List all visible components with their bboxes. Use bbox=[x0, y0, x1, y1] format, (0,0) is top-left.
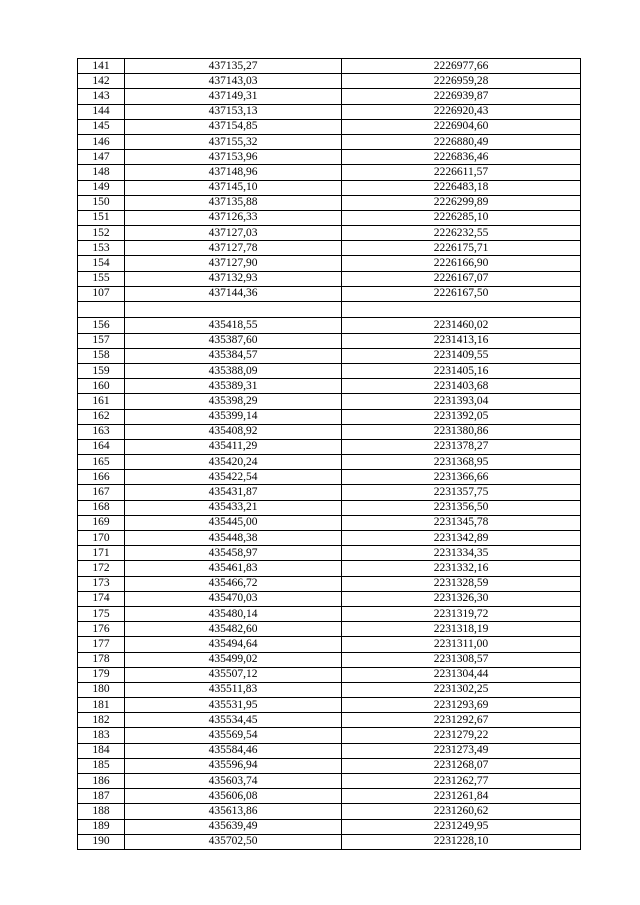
x-coordinate-cell: 437149,31 bbox=[125, 89, 342, 104]
table-row bbox=[78, 119, 581, 134]
table-row bbox=[78, 789, 581, 804]
y-coordinate-cell: 2231302,25 bbox=[342, 682, 581, 697]
x-coordinate-cell: 437144,36 bbox=[125, 286, 342, 301]
x-coordinate-cell: 435387,60 bbox=[125, 333, 342, 348]
point-number-cell: 180 bbox=[78, 682, 125, 697]
x-coordinate-cell: 435399,14 bbox=[125, 409, 342, 424]
x-coordinate-cell: 435511,83 bbox=[125, 682, 342, 697]
table-row bbox=[78, 470, 581, 485]
table-row bbox=[78, 333, 581, 348]
y-coordinate-cell: 2231460,02 bbox=[342, 318, 581, 333]
x-coordinate-cell: 435613,86 bbox=[125, 804, 342, 819]
table-row bbox=[78, 59, 581, 74]
coordinates-table bbox=[77, 58, 581, 850]
point-number-cell: 163 bbox=[78, 424, 125, 439]
y-coordinate-cell: 2231342,89 bbox=[342, 531, 581, 546]
point-number-cell: 168 bbox=[78, 500, 125, 515]
point-number-cell: 179 bbox=[78, 667, 125, 682]
table-row bbox=[78, 713, 581, 728]
point-number-cell: 164 bbox=[78, 439, 125, 454]
point-number-cell: 156 bbox=[78, 318, 125, 333]
y-coordinate-cell: 2231318,19 bbox=[342, 622, 581, 637]
table-row bbox=[78, 256, 581, 271]
y-coordinate-cell: 2226939,87 bbox=[342, 89, 581, 104]
table-row bbox=[78, 758, 581, 773]
y-coordinate-cell: 2226299,89 bbox=[342, 195, 581, 210]
x-coordinate-cell: 435470,03 bbox=[125, 591, 342, 606]
point-number-cell: 149 bbox=[78, 180, 125, 195]
table-row bbox=[78, 134, 581, 149]
x-coordinate-cell: 435702,50 bbox=[125, 834, 342, 849]
x-coordinate-cell: 435531,95 bbox=[125, 698, 342, 713]
y-coordinate-cell: 2231292,67 bbox=[342, 713, 581, 728]
point-number-cell: 145 bbox=[78, 119, 125, 134]
y-coordinate-cell: 2231403,68 bbox=[342, 379, 581, 394]
x-coordinate-cell: 435584,46 bbox=[125, 743, 342, 758]
table-row bbox=[78, 363, 581, 378]
y-coordinate-cell: 2226977,66 bbox=[342, 59, 581, 74]
x-coordinate-cell: 435411,29 bbox=[125, 439, 342, 454]
table-row bbox=[78, 774, 581, 789]
x-coordinate-cell: 435482,60 bbox=[125, 622, 342, 637]
point-number-cell: 174 bbox=[78, 591, 125, 606]
point-number-cell: 165 bbox=[78, 455, 125, 470]
x-coordinate-cell: 435458,97 bbox=[125, 546, 342, 561]
table-row bbox=[78, 576, 581, 591]
y-coordinate-cell: 2231334,35 bbox=[342, 546, 581, 561]
table-row bbox=[78, 89, 581, 104]
table-row bbox=[78, 606, 581, 621]
table-row bbox=[78, 531, 581, 546]
point-number-cell: 167 bbox=[78, 485, 125, 500]
y-coordinate-cell: 2226232,55 bbox=[342, 226, 581, 241]
table-row bbox=[78, 485, 581, 500]
x-coordinate-cell: 437127,78 bbox=[125, 241, 342, 256]
table-row bbox=[78, 241, 581, 256]
x-coordinate-cell: 435398,29 bbox=[125, 394, 342, 409]
y-coordinate-cell: 2226959,28 bbox=[342, 74, 581, 89]
table-row bbox=[78, 804, 581, 819]
y-coordinate-cell: 2231308,57 bbox=[342, 652, 581, 667]
y-coordinate-cell: 2231413,16 bbox=[342, 333, 581, 348]
point-number-cell: 175 bbox=[78, 606, 125, 621]
y-coordinate-cell: 2226836,46 bbox=[342, 150, 581, 165]
table-row bbox=[78, 195, 581, 210]
point-number-cell: 107 bbox=[78, 286, 125, 301]
point-number-cell: 157 bbox=[78, 333, 125, 348]
table-row bbox=[78, 286, 581, 301]
y-coordinate-cell: 2226167,07 bbox=[342, 271, 581, 286]
table-row bbox=[78, 271, 581, 286]
y-coordinate-cell: 2226920,43 bbox=[342, 104, 581, 119]
point-number-cell: 153 bbox=[78, 241, 125, 256]
table-row bbox=[78, 104, 581, 119]
x-coordinate-cell: 437148,96 bbox=[125, 165, 342, 180]
y-coordinate-cell: 2226285,10 bbox=[342, 210, 581, 225]
x-coordinate-cell: 435480,14 bbox=[125, 606, 342, 621]
point-number-cell: 172 bbox=[78, 561, 125, 576]
separator-row bbox=[78, 302, 581, 318]
table-row bbox=[78, 591, 581, 606]
x-coordinate-cell: 435433,21 bbox=[125, 500, 342, 515]
x-coordinate-cell: 437153,13 bbox=[125, 104, 342, 119]
x-coordinate-cell: 435606,08 bbox=[125, 789, 342, 804]
point-number-cell: 170 bbox=[78, 531, 125, 546]
point-number-cell: 150 bbox=[78, 195, 125, 210]
table-row bbox=[78, 439, 581, 454]
x-coordinate-cell: 435388,09 bbox=[125, 363, 342, 378]
point-number-cell: 181 bbox=[78, 698, 125, 713]
x-coordinate-cell: 437153,96 bbox=[125, 150, 342, 165]
x-coordinate-cell: 435466,72 bbox=[125, 576, 342, 591]
point-number-cell: 154 bbox=[78, 256, 125, 271]
table-row bbox=[78, 180, 581, 195]
y-coordinate-cell: 2231380,86 bbox=[342, 424, 581, 439]
point-number-cell: 184 bbox=[78, 743, 125, 758]
y-coordinate-cell: 2231311,00 bbox=[342, 637, 581, 652]
table-row bbox=[78, 455, 581, 470]
point-number-cell: 159 bbox=[78, 363, 125, 378]
table-row bbox=[78, 379, 581, 394]
y-coordinate-cell: 2231262,77 bbox=[342, 774, 581, 789]
x-coordinate-cell: 435603,74 bbox=[125, 774, 342, 789]
point-number-cell: 142 bbox=[78, 74, 125, 89]
table-row bbox=[78, 500, 581, 515]
y-coordinate-cell: 2226611,57 bbox=[342, 165, 581, 180]
y-coordinate-cell: 2226904,60 bbox=[342, 119, 581, 134]
point-number-cell: 141 bbox=[78, 59, 125, 74]
table-row bbox=[78, 150, 581, 165]
x-coordinate-cell: 435431,87 bbox=[125, 485, 342, 500]
point-number-cell: 162 bbox=[78, 409, 125, 424]
x-coordinate-cell: 435461,83 bbox=[125, 561, 342, 576]
x-coordinate-cell: 435507,12 bbox=[125, 667, 342, 682]
table-row bbox=[78, 515, 581, 530]
y-coordinate-cell: 2231393,04 bbox=[342, 394, 581, 409]
x-coordinate-cell: 437154,85 bbox=[125, 119, 342, 134]
table-row bbox=[78, 348, 581, 363]
coordinates-table-body bbox=[78, 59, 581, 850]
x-coordinate-cell: 435389,31 bbox=[125, 379, 342, 394]
x-coordinate-cell: 435418,55 bbox=[125, 318, 342, 333]
x-coordinate-cell: 437127,90 bbox=[125, 256, 342, 271]
point-number-cell: 158 bbox=[78, 348, 125, 363]
table-row bbox=[78, 698, 581, 713]
point-number-cell: 183 bbox=[78, 728, 125, 743]
x-coordinate-cell: 435569,54 bbox=[125, 728, 342, 743]
y-coordinate-cell: 2231405,16 bbox=[342, 363, 581, 378]
y-coordinate-cell: 2231260,62 bbox=[342, 804, 581, 819]
x-coordinate-cell: 437135,88 bbox=[125, 195, 342, 210]
x-coordinate-cell: 437127,03 bbox=[125, 226, 342, 241]
table-row bbox=[78, 622, 581, 637]
x-coordinate-cell: 437126,33 bbox=[125, 210, 342, 225]
y-coordinate-cell: 2231366,66 bbox=[342, 470, 581, 485]
x-coordinate-cell: 435494,64 bbox=[125, 637, 342, 652]
x-coordinate-cell: 435420,24 bbox=[125, 455, 342, 470]
table-row bbox=[78, 667, 581, 682]
point-number-cell: 182 bbox=[78, 713, 125, 728]
x-coordinate-cell: 435534,45 bbox=[125, 713, 342, 728]
table-row bbox=[78, 546, 581, 561]
point-number-cell bbox=[78, 302, 125, 318]
table-row bbox=[78, 210, 581, 225]
point-number-cell: 190 bbox=[78, 834, 125, 849]
x-coordinate-cell: 435445,00 bbox=[125, 515, 342, 530]
point-number-cell: 152 bbox=[78, 226, 125, 241]
point-number-cell: 176 bbox=[78, 622, 125, 637]
point-number-cell: 173 bbox=[78, 576, 125, 591]
point-number-cell: 185 bbox=[78, 758, 125, 773]
y-coordinate-cell: 2231332,16 bbox=[342, 561, 581, 576]
x-coordinate-cell: 435408,92 bbox=[125, 424, 342, 439]
y-coordinate-cell: 2231368,95 bbox=[342, 455, 581, 470]
point-number-cell: 188 bbox=[78, 804, 125, 819]
point-number-cell: 160 bbox=[78, 379, 125, 394]
table-row bbox=[78, 318, 581, 333]
table-row bbox=[78, 424, 581, 439]
table-row bbox=[78, 394, 581, 409]
y-coordinate-cell: 2231319,72 bbox=[342, 606, 581, 621]
point-number-cell: 171 bbox=[78, 546, 125, 561]
y-coordinate-cell: 2231273,49 bbox=[342, 743, 581, 758]
y-coordinate-cell: 2231328,59 bbox=[342, 576, 581, 591]
y-coordinate-cell: 2231249,95 bbox=[342, 819, 581, 834]
x-coordinate-cell: 437155,32 bbox=[125, 134, 342, 149]
point-number-cell: 187 bbox=[78, 789, 125, 804]
y-coordinate-cell: 2231326,30 bbox=[342, 591, 581, 606]
y-coordinate-cell: 2231392,05 bbox=[342, 409, 581, 424]
point-number-cell: 178 bbox=[78, 652, 125, 667]
point-number-cell: 169 bbox=[78, 515, 125, 530]
point-number-cell: 177 bbox=[78, 637, 125, 652]
y-coordinate-cell: 2226483,18 bbox=[342, 180, 581, 195]
y-coordinate-cell: 2231293,69 bbox=[342, 698, 581, 713]
y-coordinate-cell: 2231228,10 bbox=[342, 834, 581, 849]
point-number-cell: 148 bbox=[78, 165, 125, 180]
table-row bbox=[78, 682, 581, 697]
x-coordinate-cell: 435499,02 bbox=[125, 652, 342, 667]
y-coordinate-cell: 2231357,75 bbox=[342, 485, 581, 500]
point-number-cell: 155 bbox=[78, 271, 125, 286]
point-number-cell: 144 bbox=[78, 104, 125, 119]
point-number-cell: 161 bbox=[78, 394, 125, 409]
y-coordinate-cell: 2226175,71 bbox=[342, 241, 581, 256]
x-coordinate-cell: 435384,57 bbox=[125, 348, 342, 363]
x-coordinate-cell: 437145,10 bbox=[125, 180, 342, 195]
y-coordinate-cell: 2231345,78 bbox=[342, 515, 581, 530]
y-coordinate-cell: 2226880,49 bbox=[342, 134, 581, 149]
y-coordinate-cell: 2231279,22 bbox=[342, 728, 581, 743]
y-coordinate-cell bbox=[342, 302, 581, 318]
x-coordinate-cell: 435422,54 bbox=[125, 470, 342, 485]
table-row bbox=[78, 561, 581, 576]
y-coordinate-cell: 2231268,07 bbox=[342, 758, 581, 773]
point-number-cell: 147 bbox=[78, 150, 125, 165]
y-coordinate-cell: 2226166,90 bbox=[342, 256, 581, 271]
point-number-cell: 166 bbox=[78, 470, 125, 485]
point-number-cell: 186 bbox=[78, 774, 125, 789]
x-coordinate-cell: 435639,49 bbox=[125, 819, 342, 834]
x-coordinate-cell: 435596,94 bbox=[125, 758, 342, 773]
point-number-cell: 189 bbox=[78, 819, 125, 834]
point-number-cell: 151 bbox=[78, 210, 125, 225]
table-row bbox=[78, 409, 581, 424]
y-coordinate-cell: 2231261,84 bbox=[342, 789, 581, 804]
table-row bbox=[78, 74, 581, 89]
y-coordinate-cell: 2231356,50 bbox=[342, 500, 581, 515]
point-number-cell: 143 bbox=[78, 89, 125, 104]
table-row bbox=[78, 165, 581, 180]
point-number-cell: 146 bbox=[78, 134, 125, 149]
y-coordinate-cell: 2231409,55 bbox=[342, 348, 581, 363]
x-coordinate-cell bbox=[125, 302, 342, 318]
table-row bbox=[78, 652, 581, 667]
x-coordinate-cell: 435448,38 bbox=[125, 531, 342, 546]
x-coordinate-cell: 437143,03 bbox=[125, 74, 342, 89]
y-coordinate-cell: 2226167,50 bbox=[342, 286, 581, 301]
x-coordinate-cell: 437135,27 bbox=[125, 59, 342, 74]
y-coordinate-cell: 2231304,44 bbox=[342, 667, 581, 682]
x-coordinate-cell: 437132,93 bbox=[125, 271, 342, 286]
table-row bbox=[78, 728, 581, 743]
table-row bbox=[78, 834, 581, 849]
table-row bbox=[78, 637, 581, 652]
table-row bbox=[78, 743, 581, 758]
y-coordinate-cell: 2231378,27 bbox=[342, 439, 581, 454]
table-row bbox=[78, 226, 581, 241]
table-row bbox=[78, 819, 581, 834]
